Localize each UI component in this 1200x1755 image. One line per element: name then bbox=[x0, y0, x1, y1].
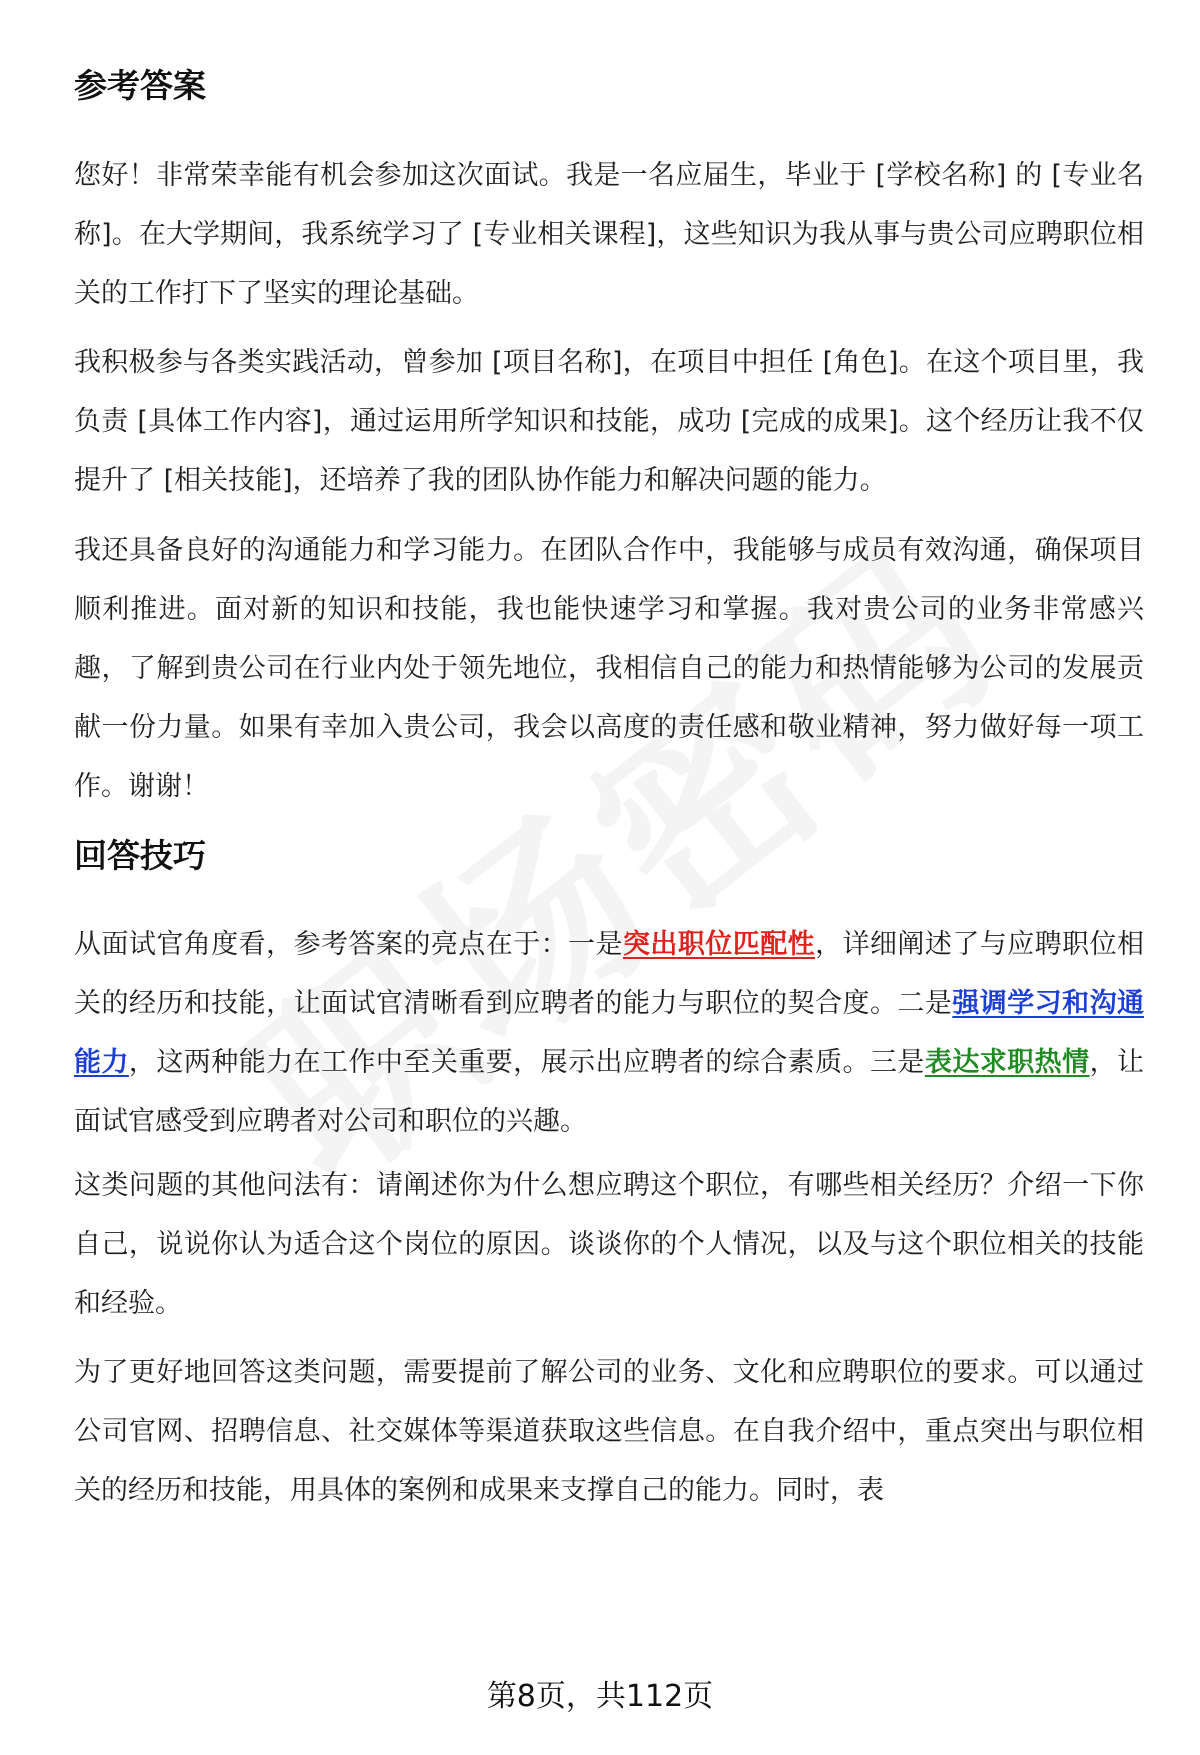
answer-paragraph-1: 您好！非常荣幸能有机会参加这次面试。我是一名应届生，毕业于 [学校名称] 的 [专业名称]。在大学期间，我系统学习了 [专业相关课程]，这些知识为我从事与贵公司应聘职位相关的工作打下了坚实的理论基础。 bbox=[74, 160, 1144, 309]
section-heading-reference-answer: 参考答案 bbox=[74, 66, 206, 105]
tips-text-4: ，让面试官感受到应聘者对公司和职位的兴趣。 bbox=[74, 1047, 1145, 1137]
answer-paragraph-2: 我积极参与各类实践活动，曾参加 [项目名称]，在项目中担任 [角色]。在这个项目里，我负责 [具体工作内容]，通过运用所学知识和技能，成功 [完成的成果]。这个经历让我不仅提升了 [相关技能]，还培养了我的团队协作能力和解决问题的能力。 bbox=[74, 347, 1144, 496]
other-questions-paragraph: 这类问题的其他问法有：请阐述你为什么想应聘这个职位，有哪些相关经历？介绍一下你自己，说说你认为适合这个岗位的原因。谈谈你的个人情况，以及与这个职位相关的技能和经验。 bbox=[74, 1170, 1144, 1319]
tips-text-3: ，这两种能力在工作中至关重要，展示出应聘者的综合素质。三是 bbox=[128, 1047, 925, 1078]
tips-text-1: 从面试官角度看，参考答案的亮点在于：一是 bbox=[74, 929, 623, 960]
highlight-job-match: 突出职位匹配性 bbox=[622, 929, 816, 960]
answer-paragraph-3: 我还具备良好的沟通能力和学习能力。在团队合作中，我能够与成员有效沟通，确保项目顺利推进。面对新的知识和技能，我也能快速学习和掌握。我对贵公司的业务非常感兴趣，了解到贵公司在行业内处于领先地位，我相信自己的能力和热情能够为公司的发展贡献一份力量。如果有幸加入贵公司，我会以高度的责任感和敬业精神，努力做好每一项工作。谢谢！ bbox=[74, 535, 1144, 802]
tips-paragraph bbox=[74, 915, 1144, 1151]
preparation-paragraph: 为了更好地回答这类问题，需要提前了解公司的业务、文化和应聘职位的要求。可以通过公司官网、招聘信息、社交媒体等渠道获取这些信息。在自我介绍中，重点突出与职位相关的经历和技能，用具体的案例和成果来支撑自己的能力。同时，表 bbox=[74, 1357, 1144, 1506]
section-heading-answer-tips: 回答技巧 bbox=[74, 836, 206, 875]
highlight-job-enthusiasm: 表达求职热情 bbox=[924, 1047, 1090, 1078]
tips-text-2: ，详细阐述了与应聘职位相关的经历和技能，让面试官清晰看到应聘者的能力与职位的契合度。二是 bbox=[74, 929, 1145, 1019]
highlight-learning-communication: 强调学习和沟通能力 bbox=[74, 988, 1145, 1078]
page-number-footer: 第8页，共112页 bbox=[486, 1679, 714, 1714]
